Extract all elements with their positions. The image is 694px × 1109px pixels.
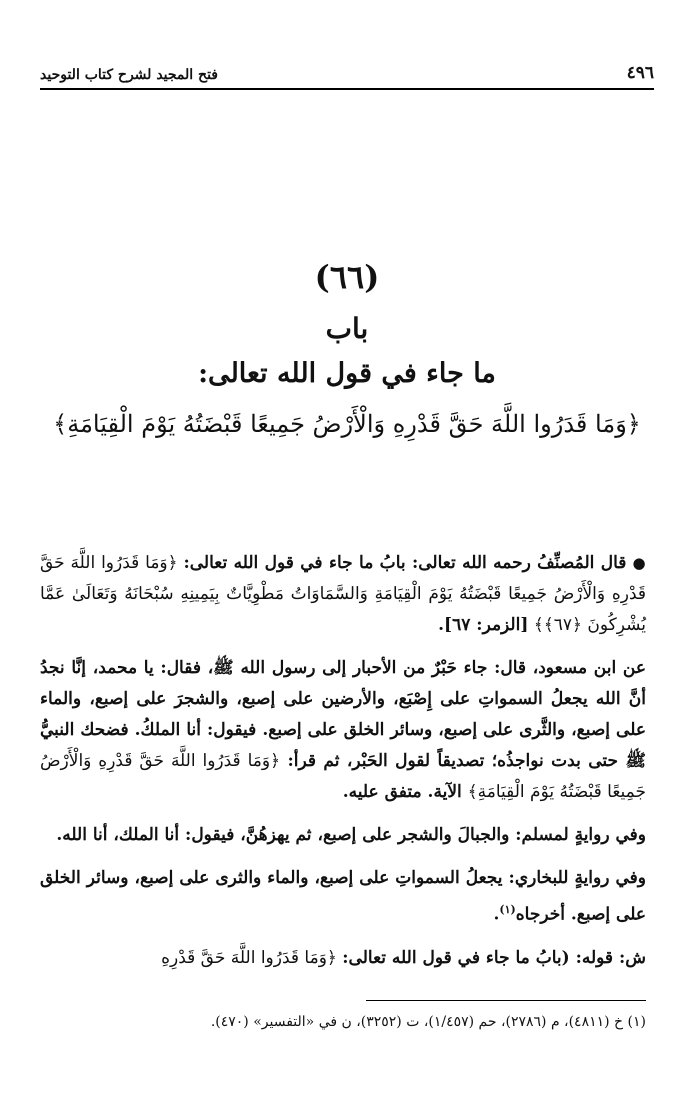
book-title: فتح المجيد لشرح كتاب التوحيد	[40, 67, 219, 83]
p4-end: .	[493, 904, 500, 925]
p5-verse: ﴿وَمَا قَدَرُوا اللَّهَ حَقَّ قَدْرِهِ	[161, 947, 337, 968]
footnote-marker: (١)	[499, 903, 516, 916]
chapter-verse: ﴿وَمَا قَدَرُوا اللَّهَ حَقَّ قَدْرِهِ وَالْأَرْضُ جَمِيعًا قَبْضَتُهُ يَوْمَ الْقِيَامَةِ﴾	[53, 410, 641, 438]
paragraph-4	[40, 863, 646, 931]
p2-text: عن ابن مسعود، قال: جاء حَبْرٌ من الأحبار إلى رسول الله ﷺ، فقال: يا محمد، إنَّا نجدُ أنَّ الله يجعلُ السمواتِ على إِصْبَع، والأرضين على إصبع، والشجرَ على إصبع، والماء على إصبع، والثَّرى على إصبع، وسائر الخلق على إصبع. فيقول: أنا الملكُ. فضحك النبيُّ ﷺ حتى بدت نواجذُه؛ تصديقاً لقول الحَبْر، ثم قرأ:	[40, 658, 647, 771]
paragraph-2	[40, 653, 646, 808]
p2-end: الآية. متفق عليه.	[342, 782, 462, 802]
footnote: (١) خ (٤٨١١)، م (٢٧٨٦)، حم (١/٤٥٧)، ت (٣٢٥٢)، ن في «التفسير» (٤٧٠).	[210, 1014, 646, 1030]
p2-verse: ﴿وَمَا قَدَرُوا اللَّهَ حَقَّ قَدْرِهِ وَالْأَرْضُ جَمِيعًا قَبْضَتُهُ يَوْمَ الْقِيَامَةِ﴾	[40, 751, 646, 802]
paragraph-5	[40, 943, 646, 974]
footnote-rule	[366, 1000, 646, 1001]
p1-intro: قال المُصنِّفُ رحمه الله تعالى: بابُ ما جاء في قول الله تعالى:	[183, 553, 627, 573]
running-head	[40, 58, 654, 90]
paragraph-1	[40, 548, 646, 641]
chapter-title: ما جاء في قول الله تعالى:	[198, 358, 496, 389]
paragraph-3: وفي روايةٍ لمسلم: والجبالَ والشجر على إصبع، ثم يهزهُنَّ، فيقول: أنا الملك، أنا الله.	[56, 825, 646, 845]
p5-text: ش: قوله: (بابُ ما جاء في قول الله تعالى:	[342, 947, 646, 968]
p1-verse: ﴿وَمَا قَدَرُوا اللَّهَ حَقَّ قَدْرِهِ وَالْأَرْضُ جَمِيعًا قَبْضَتُهُ يَوْمَ الْقِيَامَةِ وَالسَّمَاوَاتُ مَطْوِيَّاتٌ بِيَمِينِهِ سُبْحَانَهُ وَتَعَالَىٰ عَمَّا يُشْرِكُونَ ﴿٦٧﴾﴾	[40, 553, 646, 635]
body-text	[40, 548, 646, 986]
page-number: ٤٩٦	[626, 63, 654, 83]
p1-reference: [الزمر: ٦٧].	[438, 615, 529, 635]
chapter-number: (٦٦)	[314, 258, 380, 296]
bullet-icon: ●	[632, 554, 646, 572]
chapter-word: باب	[325, 312, 369, 345]
p4-text: وفي روايةٍ للبخاري: يجعلُ السمواتِ على إصبع، والماء والثرى على إصبع، وسائر الخلق على إصبع. أخرجاه	[40, 868, 646, 925]
